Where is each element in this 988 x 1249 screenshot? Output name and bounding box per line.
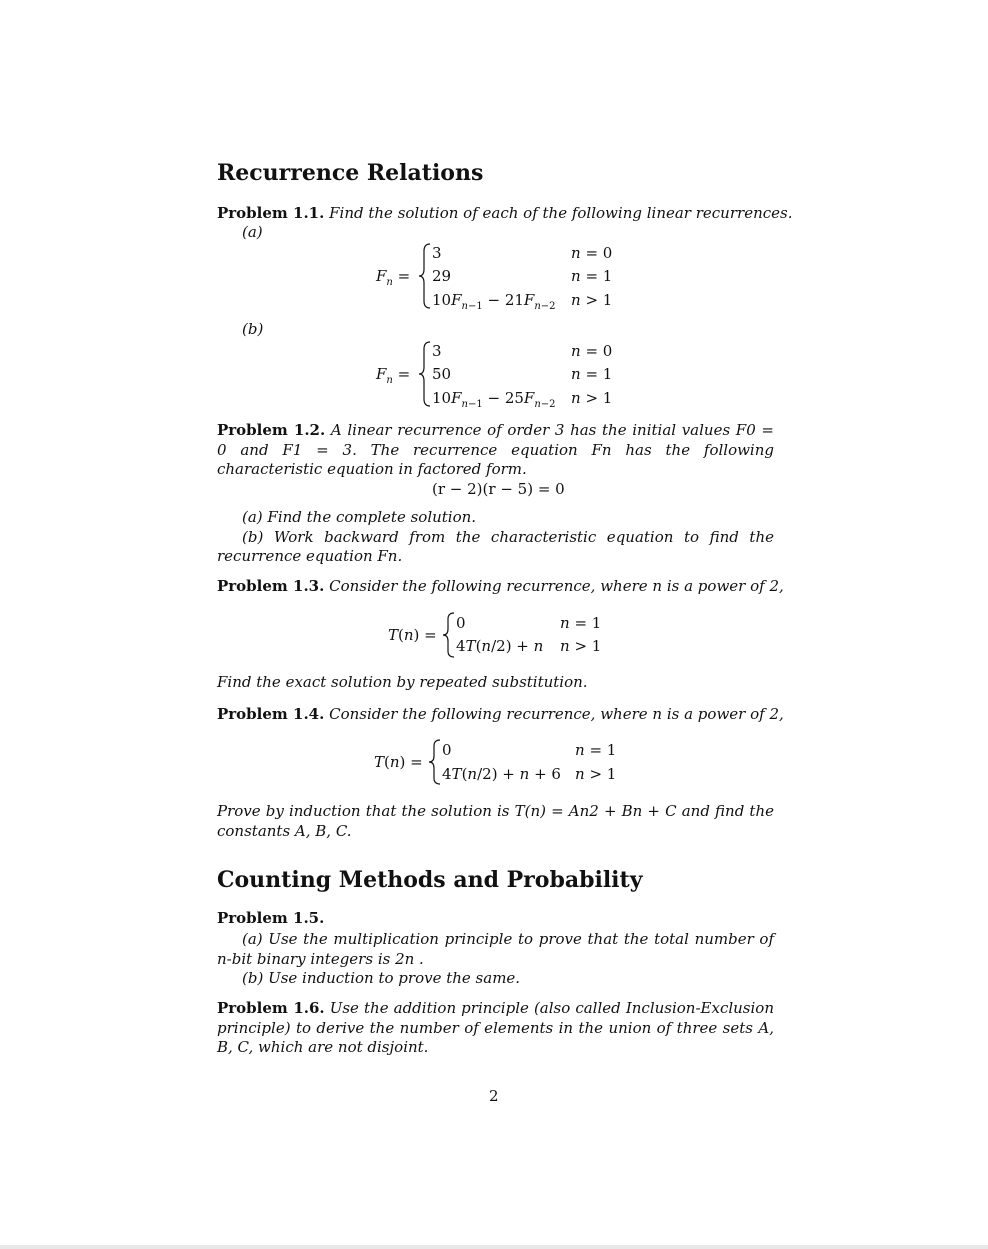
problem-1-2 xyxy=(217,421,774,480)
problem-1-1-b-label: (b) xyxy=(242,320,264,338)
eq-1-1a-case3-expr: $10F_{n-1} - 21F_{n-2}$ xyxy=(432,291,556,312)
eq-1-3-case1-cond: n = 1 xyxy=(560,614,602,632)
problem-1-3-text: Consider the following recurrence, where n is a power of 2, xyxy=(329,577,784,595)
eq-1-1a-case2-expr: 29 xyxy=(432,267,452,285)
problem-1-5 xyxy=(217,909,324,927)
eq-1-3-case2-cond: n > 1 xyxy=(560,637,602,655)
eq-1-1b-case2-cond: n = 1 xyxy=(571,365,613,383)
eq-1-1b-case3-expr: $10F_{n-1} - 25F_{n-2}$ xyxy=(432,389,556,410)
eq-1-3-case1-expr: 0 xyxy=(456,614,466,632)
problem-1-3-label: Problem 1.3. xyxy=(217,577,325,595)
eq-1-1a-case1-cond: n = 0 xyxy=(571,244,613,262)
problem-1-2-parts xyxy=(217,508,774,567)
eq-1-4-lhs: T(n) = xyxy=(374,753,423,771)
eq-1-1b-case1-cond: n = 0 xyxy=(571,342,613,360)
problem-1-1 xyxy=(217,204,792,222)
problem-1-6-label: Problem 1.6. xyxy=(217,999,325,1017)
problem-1-2-text: A linear recurrence of order 3 has the initial values F0 = 0 and F1 = 3. The recurrence equation Fn has the following characteristic equation in factored form. xyxy=(217,421,774,478)
problem-1-2-label: Problem 1.2. xyxy=(217,421,326,439)
problem-1-3-after: Find the exact solution by repeated substitution. xyxy=(217,673,588,691)
eq-1-1a-lhs: $F_n$ = xyxy=(376,267,411,288)
eq-1-1a-brace xyxy=(418,243,432,309)
problem-1-3 xyxy=(217,577,784,595)
problem-1-4-label: Problem 1.4. xyxy=(217,705,325,723)
eq-1-4-case2-cond: n > 1 xyxy=(575,765,617,783)
problem-1-4-after-text: Prove by induction that the solution is T(n) = An2 + Bn + C and find the constants A, B, C. xyxy=(217,802,774,840)
eq-1-1b-brace xyxy=(418,341,432,407)
problem-1-1-text: Find the solution of each of the following linear recurrences. xyxy=(329,204,793,222)
problem-1-6-text: Use the addition principle (also called Inclusion-Exclusion principle) to derive the number of elements in the union of three sets A, B, C, which are not disjoint. xyxy=(217,999,774,1056)
problem-1-2-b: (b) Work backward from the characteristic equation to find the recurrence equation Fn. xyxy=(217,527,774,565)
eq-1-1b-case1-expr: 3 xyxy=(432,342,442,360)
eq-1-1a-case1-expr: 3 xyxy=(432,244,442,262)
eq-1-3-lhs: T(n) = xyxy=(388,626,437,644)
eq-1-2-characteristic: (r − 2)(r − 5) = 0 xyxy=(432,480,565,498)
eq-1-3-case2-expr: 4T(n/2) + n xyxy=(456,637,544,655)
problem-1-1-label: Problem 1.1. xyxy=(217,204,325,222)
bottom-scroll-strip xyxy=(0,1245,988,1249)
problem-1-2-a: (a) Find the complete solution. xyxy=(242,508,477,526)
eq-1-1b-case2-expr: 50 xyxy=(432,365,452,383)
problem-1-5-b: (b) Use induction to prove the same. xyxy=(242,969,521,987)
eq-1-1a-case2-cond: n = 1 xyxy=(571,267,613,285)
problem-1-4-after xyxy=(217,802,774,841)
problem-1-6 xyxy=(217,999,774,1058)
eq-1-4-brace xyxy=(428,739,442,785)
problem-1-5-a: (a) Use the multiplication principle to prove that the total number of n-bit binary integers is 2n . xyxy=(217,930,774,968)
page-number: 2 xyxy=(489,1087,499,1105)
problem-1-4-text: Consider the following recurrence, where n is a power of 2, xyxy=(329,705,784,723)
problem-1-5-label: Problem 1.5. xyxy=(217,909,325,927)
problem-1-1-a-label: (a) xyxy=(242,223,263,241)
eq-1-1b-case3-cond: n > 1 xyxy=(571,389,613,407)
problem-1-4 xyxy=(217,705,784,723)
eq-1-3-brace xyxy=(442,612,456,658)
eq-1-4-case1-cond: n = 1 xyxy=(575,741,617,759)
section-title-recurrence: Recurrence Relations xyxy=(217,160,484,186)
eq-1-4-case2-expr: 4T(n/2) + n + 6 xyxy=(442,765,561,783)
eq-1-1a-case3-cond: n > 1 xyxy=(571,291,613,309)
problem-1-5-parts xyxy=(217,930,774,989)
eq-1-4-case1-expr: 0 xyxy=(442,741,452,759)
section-title-counting: Counting Methods and Probability xyxy=(217,867,643,893)
eq-1-1b-lhs: $F_n$ = xyxy=(376,365,411,386)
